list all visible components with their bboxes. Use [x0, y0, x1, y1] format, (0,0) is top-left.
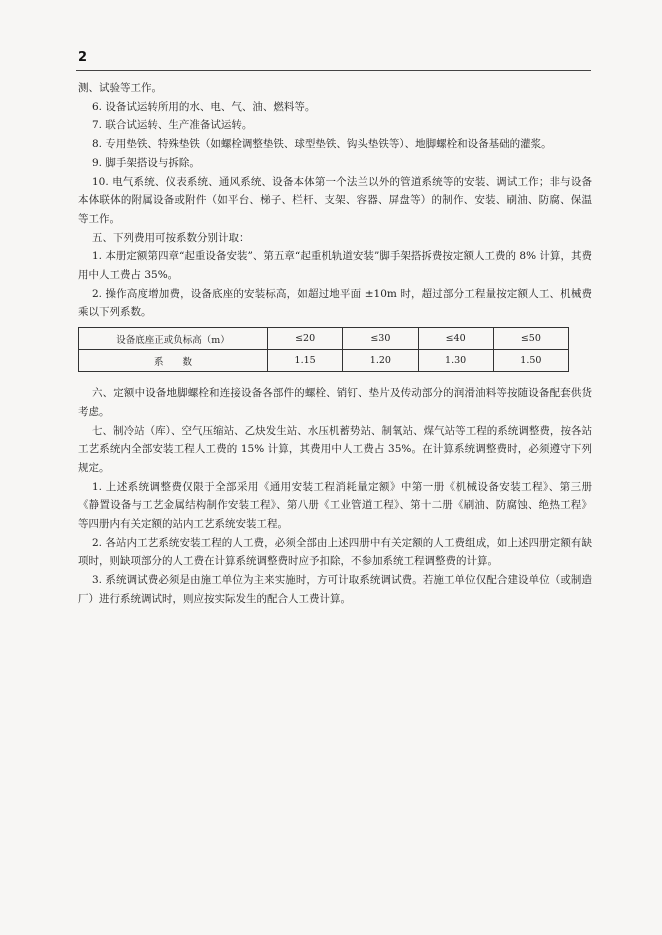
table-col-header: ≤20	[268, 328, 343, 350]
paragraph: 9. 脚手架搭设与拆除。	[92, 156, 200, 169]
table-col-header: ≤50	[493, 328, 568, 350]
paragraph: 10. 电气系统、仪表系统、通风系统、设备本体第一个法兰以外的管道系统等的安装、调试工作；非与设备本体联体的附属设备或附件（如平台、梯子、栏杆、支架、容器、屏盘等）的制作、安装、刷油、防腐、保温等工作。	[78, 175, 592, 225]
body-text	[78, 79, 592, 609]
paragraph: 七、制冷站（库）、空气压缩站、乙炔发生站、水压机蓄势站、制氧站、煤气站等工程的系统调整费，按各站工艺系统内全部安装工程人工费的 15% 计算，其费用中人工费占 35%。在计算系统调整费时，必须遵守下列规定。	[78, 424, 592, 474]
paragraph: 1. 上述系统调整费仅限于全部采用《通用安装工程消耗量定额》中第一册《机械设备安装工程》、第三册《静置设备与工艺金属结构制作安装工程》、第八册《工业管道工程》、第十二册《刷油、防腐蚀、绝热工程》等四册内有关定额的站内工艺系统安装工程。	[78, 480, 592, 531]
paragraphs-bottom	[78, 384, 592, 608]
paragraph: 8. 专用垫铁、特殊垫铁（如螺栓调整垫铁、球型垫铁、钩头垫铁等）、地脚螺栓和设备基础的灌浆。	[92, 138, 552, 151]
table-col-header: ≤30	[343, 328, 418, 350]
table-cell: 1.15	[268, 350, 343, 372]
section-gap	[78, 372, 592, 384]
coefficient-table	[78, 327, 569, 372]
table-cell: 1.30	[418, 350, 493, 372]
table-cell: 1.50	[493, 350, 568, 372]
paragraph: 1. 本册定额第四章“起重设备安装”、第五章“起重机轨道安装”脚手架搭拆费按定额人工费的 8% 计算，其费用中人工费占 35%。	[78, 250, 592, 282]
paragraph: 7. 联合试运转、生产准备试运转。	[92, 119, 253, 132]
table-col-header: ≤40	[418, 328, 493, 350]
paragraph: 六、定额中设备地脚螺栓和连接设备各部件的螺栓、销钉、垫片及传动部分的润滑油料等按随设备配套供货考虑。	[78, 387, 592, 418]
paragraph: 2. 各站内工艺系统安装工程的人工费，必须全部由上述四册中有关定额的人工费组成，如上述四册定额有缺项时，则缺项部分的人工费在计算系统调整费时应予扣除，不参加系统工程调整费的计算。	[78, 536, 592, 568]
table-row-label: 系 数	[79, 350, 268, 372]
paragraph: 2. 操作高度增加费，设备底座的安装标高，如超过地平面 ±10m 时，超过部分工程量按定额人工、机械费乘以下列系数。	[78, 287, 592, 319]
page-number: 2	[78, 50, 88, 65]
paragraph: 五、下列费用可按系数分别计取：	[92, 231, 250, 244]
table-header-row	[79, 328, 569, 350]
paragraph: 6. 设备试运转所用的水、电、气、油、燃料等。	[92, 100, 316, 113]
table-header-label: 设备底座正或负标高（m）	[79, 328, 268, 350]
table-row	[79, 350, 569, 372]
table-cell: 1.20	[343, 350, 418, 372]
header-rule	[76, 70, 591, 71]
paragraph: 测、试验等工作。	[78, 82, 162, 94]
paragraph: 3. 系统调试费必须是由施工单位为主来实施时，方可计取系统调试费。若施工单位仅配合建设单位（或制造厂）进行系统调试时，则应按实际发生的配合人工费计算。	[78, 574, 592, 605]
paragraphs-top	[78, 79, 592, 322]
